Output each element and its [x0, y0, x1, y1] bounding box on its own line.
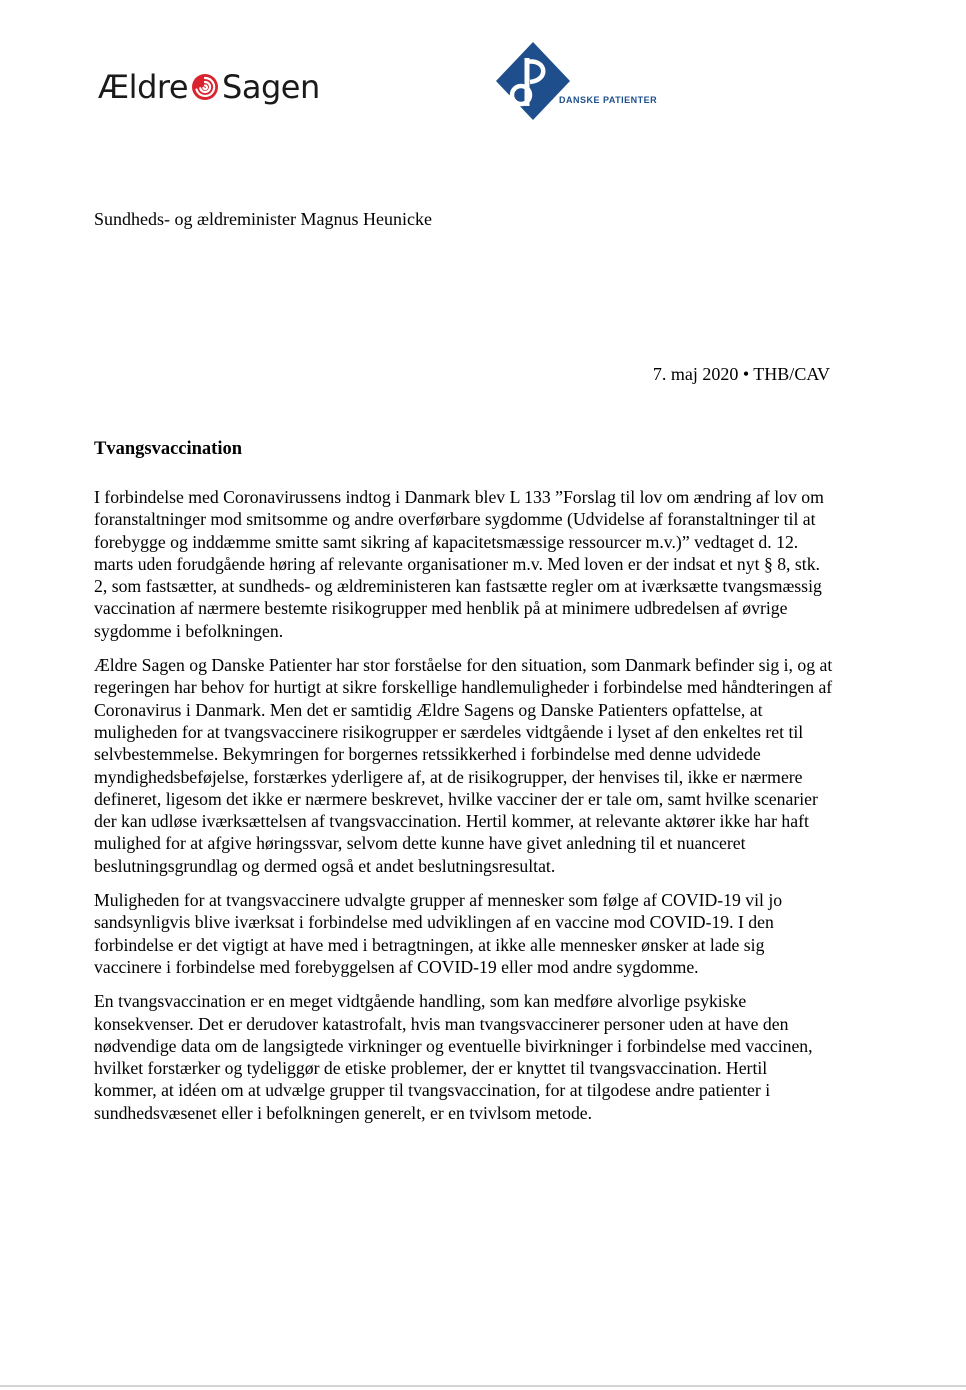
body-paragraph: I forbindelse med Coronavirussens indtog i Danmark blev L 133 ”Forslag til lov om ændring af lov om foranstaltninger mod smitsomme og andre overførbare sygdomme (Udvidelse af foranstaltninger til at forebygge og inddæmme smitte samt sikring af kapacitetsmæssige ressourcer m.v.)” vedtaget d. 12. marts uden forudgående høring af relevante organisationer m.v. Med loven er der indsat et nyt § 8, stk. 2, som fastsætter, at sundheds- og ældreministeren kan fastsætte regler om at iværksætte tvangsmæssig vaccination af nærmere bestemte risikogrupper med henblik på at minimere udbredelsen af øvrige sygdomme i befolkningen.: [94, 487, 824, 641]
page-bottom-divider: [0, 1385, 966, 1387]
swirl-icon: [190, 72, 220, 102]
aeldre-sagen-logo: [98, 63, 320, 111]
danske-patienter-wordmark: DANSKE PATIENTER: [559, 95, 658, 105]
date-reference: 7. maj 2020 • THB/CAV: [652, 364, 830, 384]
body-paragraph: Ældre Sagen og Danske Patienter har stor forståelse for den situation, som Danmark befinder sig i, og at regeringen har behov for hurtigt at sikre forskellige handlemuligheder i forbindelse med håndteringen af Coronavirus i Danmark. Men det er samtidig Ældre Sagens og Danske Patienters opfattelse, at muligheden for at tvangsvaccinere risikogrupper er særdeles vidtgående i lyset af den enkeltes ret til selvbestemmelse. Bekymringen for borgernes retssikkerhed i forbindelse med denne udvidede myndighedsbeføjelse, forstærkes yderligere af, at de risikogrupper, der henvises til, ikke er nærmere defineret, ligesom det ikke er nærmere beskrevet, hvilke vacciner der er tale om, samt hvilke scenarier der kan udløse iværksættelsen af tvangsvaccination. Hertil kommer, at relevante aktører ikke har haft mulighed for at afgive høringssvar, selvom dette kunne have givet anledning til et nuanceret beslutningsgrundlag og dermed også et andet beslutningsresultat.: [94, 655, 833, 876]
danske-patienter-logo-icon: [494, 40, 664, 124]
logo-word-sagen: Sagen: [222, 68, 320, 106]
letter-heading: Tvangsvaccination: [94, 439, 243, 459]
body-paragraph: Muligheden for at tvangsvaccinere udvalgte grupper af mennesker som følge af COVID-19 vil jo sandsynligvis blive iværksat i forbindelse med udviklingen af en vaccine mod COVID-19. I den forbindelse er det vigtigt at have med i betragtningen, at ikke alle mennesker ønsker at lade sig vaccinere i forbindelse med forebyggelsen af COVID-19 eller mod andre sygdomme.: [94, 890, 783, 977]
recipient-line: Sundheds- og ældreminister Magnus Heunicke: [94, 209, 432, 229]
body-paragraph: En tvangsvaccination er en meget vidtgående handling, som kan medføre alvorlige psykiske konsekvenser. Det er derudover katastrofalt, hvis man tvangsvaccinerer personer uden at have den nødvendige data om de langsigtede virkninger og eventuelle bivirkninger i forbindelse med vaccinen, hvilket forstærker og tydeliggør de etiske problemer, der er knyttet til tvangsvaccination. Hertil kommer, at idéen om at udvælge grupper til tvangsvaccination, for at tilgodese andre patienter i sundhedsvæsenet eller i befolkningen generelt, er en tvivlsom metode.: [94, 991, 813, 1123]
logo-word-aeldre: Ældre: [98, 68, 189, 106]
letter-body: [94, 486, 834, 1136]
